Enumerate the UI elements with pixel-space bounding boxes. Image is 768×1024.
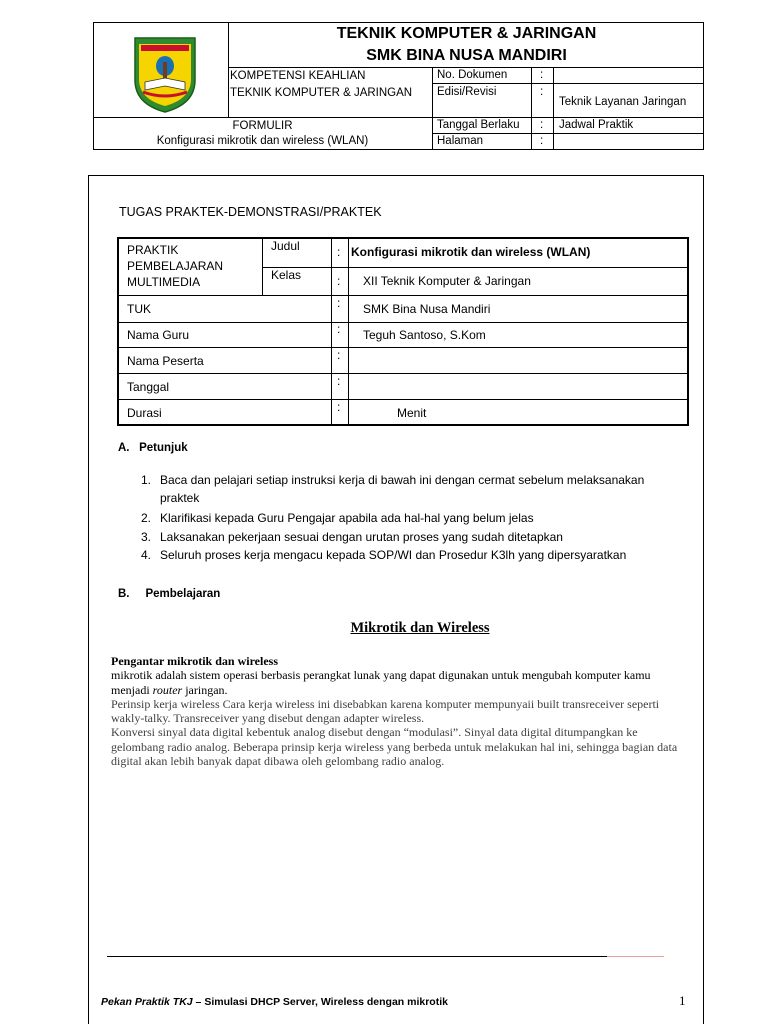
paragraph-line	[111, 683, 677, 697]
revision-colon: :	[540, 86, 544, 98]
tuk-label: TUK	[127, 302, 151, 316]
paragraph-line: digital akan lebih banyak dapat dibawa oleh gelombang radio analog.	[111, 754, 445, 769]
valid-date-colon: :	[540, 119, 544, 131]
competency-label: KOMPETENSI KEAHLIAN	[230, 70, 366, 82]
footer-event: Pekan Praktik TKJ	[101, 996, 193, 1008]
instruction-number: 4.	[141, 548, 152, 562]
practice-label-3: MULTIMEDIA	[127, 275, 201, 289]
school-logo	[131, 34, 199, 114]
instruction-item: Laksanakan pekerjaan sesuai dengan urutan proses yang sudah ditetapkan	[160, 530, 563, 544]
teacher-colon: :	[337, 322, 341, 336]
class-colon: :	[337, 274, 341, 288]
date-label: Tanggal	[127, 380, 170, 394]
instruction-item: praktek	[160, 491, 200, 505]
valid-date-label: Tanggal Berlaku	[437, 119, 520, 131]
paragraph-line: wakly-talky. Transreceiver yang disebut dengan adapter wireless.	[111, 711, 425, 726]
instruction-number: 1.	[141, 473, 152, 487]
document-header	[93, 22, 704, 150]
section-a-title: A. Petunjuk	[118, 442, 188, 454]
competency-value: TEKNIK KOMPUTER & JARINGAN	[230, 87, 413, 99]
task-document	[88, 175, 704, 1024]
class-label: Kelas	[271, 268, 302, 282]
header-title-line2: SMK BINA NUSA MANDIRI	[366, 47, 567, 64]
teacher-label: Nama Guru	[127, 328, 190, 342]
doc-no-label: No. Dokumen	[437, 69, 508, 81]
title-value: Konfigurasi mikrotik dan wireless (WLAN)	[351, 245, 591, 259]
duration-colon: :	[337, 400, 341, 414]
title-colon: :	[337, 245, 341, 259]
page-colon: :	[540, 135, 544, 147]
task-heading: TUGAS PRAKTEK-DEMONSTRASI/PRAKTEK	[119, 205, 382, 219]
header-title-line1: TEKNIK KOMPUTER & JARINGAN	[336, 25, 597, 42]
tuk-value: SMK Bina Nusa Mandiri	[363, 302, 491, 316]
paragraph-line: Perinsip kerja wireless Cara kerja wireless ini disebabkan karena komputer mempunyaii built transreceiver seperti	[111, 696, 660, 711]
intro-heading: Pengantar mikrotik dan wireless	[111, 654, 279, 668]
practice-label-2: PEMBELAJARAN	[127, 259, 224, 273]
page-footer	[101, 996, 448, 1009]
practice-label-1: PRAKTIK	[127, 243, 179, 257]
valid-date-value: Jadwal Praktik	[559, 119, 634, 131]
footer-rule-accent	[607, 956, 664, 957]
footer-text: Simulasi DHCP Server, Wireless dengan mikrotik	[204, 996, 448, 1008]
doc-no-colon: :	[540, 69, 544, 81]
instruction-item: Klarifikasi kepada Guru Pengajar apabila ada hal-hal yang belum jelas	[160, 511, 534, 525]
paragraph-line: mikrotik adalah sistem operasi berbasis perangkat lunak yang dapat digunakan untuk mengubah komputer kamu	[111, 668, 651, 683]
page-number: 1	[679, 993, 686, 1008]
instruction-number: 3.	[141, 530, 152, 544]
paragraph-text: jaringan.	[182, 682, 228, 697]
intro-text	[111, 654, 677, 768]
participant-label: Nama Peserta	[127, 354, 204, 368]
paragraph-line: Konversi sinyal data digital kebentuk analog disebut dengan “modulasi”. Sinyal data digital ditumpangkan ke	[111, 725, 638, 740]
content-title: Mikrotik dan Wireless	[350, 620, 490, 636]
section-b-title: B. Pembelajaran	[118, 588, 221, 600]
task-info-table	[117, 237, 689, 426]
class-value: XII Teknik Komputer & Jaringan	[363, 274, 531, 288]
participant-colon: :	[337, 348, 341, 362]
paragraph-emphasis: router	[152, 682, 183, 697]
form-label: FORMULIR	[232, 120, 293, 132]
instruction-number: 2.	[141, 511, 152, 525]
instruction-item: Seluruh proses kerja mengacu kepada SOP/WI dan Prosedur K3lh yang dipersyaratkan	[160, 548, 627, 562]
date-colon: :	[337, 374, 341, 388]
tuk-colon: :	[337, 296, 341, 310]
duration-value: Menit	[397, 406, 427, 420]
teacher-value: Teguh Santoso, S.Kom	[363, 328, 486, 342]
title-label: Judul	[271, 239, 300, 253]
duration-label: Durasi	[127, 406, 162, 420]
footer-rule	[107, 956, 607, 957]
page-label: Halaman	[437, 135, 484, 147]
footer-separator: –	[192, 996, 205, 1008]
revision-value: Teknik Layanan Jaringan	[559, 96, 687, 108]
form-value: Konfigurasi mikrotik dan wireless (WLAN)	[156, 135, 369, 147]
paragraph-line: gelombang radio analog. Beberapa prinsip kerja wireless yang berbeda untuk melakukan hal ini, sehingga bagian data	[111, 739, 678, 754]
paragraph-text: menjadi	[111, 682, 153, 697]
instruction-item: Baca dan pelajari setiap instruksi kerja di bawah ini dengan cermat sebelum melaksanakan	[160, 473, 645, 487]
revision-label: Edisi/Revisi	[437, 86, 497, 98]
